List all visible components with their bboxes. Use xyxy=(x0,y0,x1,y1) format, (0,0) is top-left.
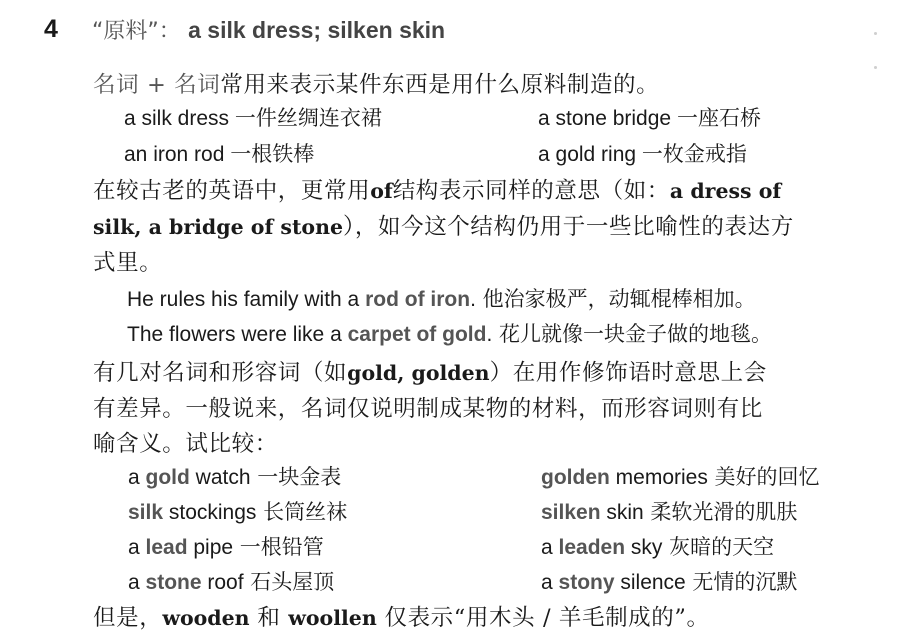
section-title xyxy=(92,14,445,45)
paragraph-line: silk, a bridge of stone），如今这个结构仍用于一些比喻性的表达方 xyxy=(93,214,794,240)
example-zh: 一座石桥 xyxy=(676,106,761,130)
compare-item: silken skin 柔软光滑的肌肤 xyxy=(541,500,798,524)
page-speck xyxy=(874,32,877,35)
example-en: an iron rod xyxy=(124,143,225,166)
paragraph-line: 有差异。一般说来，名词仅说明制成某物的材料，而形容词则有比 xyxy=(93,396,763,422)
section-number: 4 xyxy=(44,15,58,43)
example-zh: 一件丝绸连衣裙 xyxy=(234,106,382,130)
example-sentence: He rules his family with a rod of iron. 他治家极严，动辄棍棒相加。 xyxy=(127,287,756,311)
example-item xyxy=(538,138,747,168)
example-zh: 一枚金戒指 xyxy=(641,142,747,166)
intro-line xyxy=(93,67,659,99)
example-zh: 一根铁棒 xyxy=(230,142,315,166)
compare-item: a stony silence 无情的沉默 xyxy=(541,570,798,594)
example-item xyxy=(124,102,382,132)
example-item xyxy=(124,138,314,168)
section-title-en: a silk dress; silken skin xyxy=(188,17,446,43)
compare-item: a gold watch 一块金表 xyxy=(128,465,342,489)
paragraph-line: 有几对名词和形容词（如gold, golden）在用作修饰语时意思上会 xyxy=(93,360,767,386)
paragraph-line: 在较古老的英语中，更常用of结构表示同样的意思（如：a dress of xyxy=(93,178,782,204)
page-speck xyxy=(874,66,877,69)
closing-line: 但是，wooden 和 woollen 仅表示“用木头 / 羊毛制成的”。 xyxy=(93,605,710,631)
section-title-zh: “原料”： xyxy=(92,19,181,44)
compare-item: a lead pipe 一根铅管 xyxy=(128,535,324,559)
example-en: a silk dress xyxy=(124,107,230,130)
compare-item: silk stockings 长筒丝袜 xyxy=(128,500,348,524)
compare-item: a stone roof 石头屋顶 xyxy=(128,570,335,594)
compare-item: a leaden sky 灰暗的天空 xyxy=(541,535,775,559)
intro-rest: 常用来表示某件东西是用什么原料制造的。 xyxy=(220,72,660,98)
paragraph-line: 喻含义。试比较： xyxy=(93,431,278,457)
example-en: a gold ring xyxy=(538,143,637,166)
paragraph-line: 式里。 xyxy=(93,250,163,276)
example-sentence: The flowers were like a carpet of gold. 花儿就像一块金子做的地毯。 xyxy=(127,322,772,346)
example-item xyxy=(538,102,761,132)
intro-pattern: 名词 + 名词 xyxy=(93,72,221,98)
example-en: a stone bridge xyxy=(538,107,672,130)
compare-item: golden memories 美好的回忆 xyxy=(541,465,820,489)
